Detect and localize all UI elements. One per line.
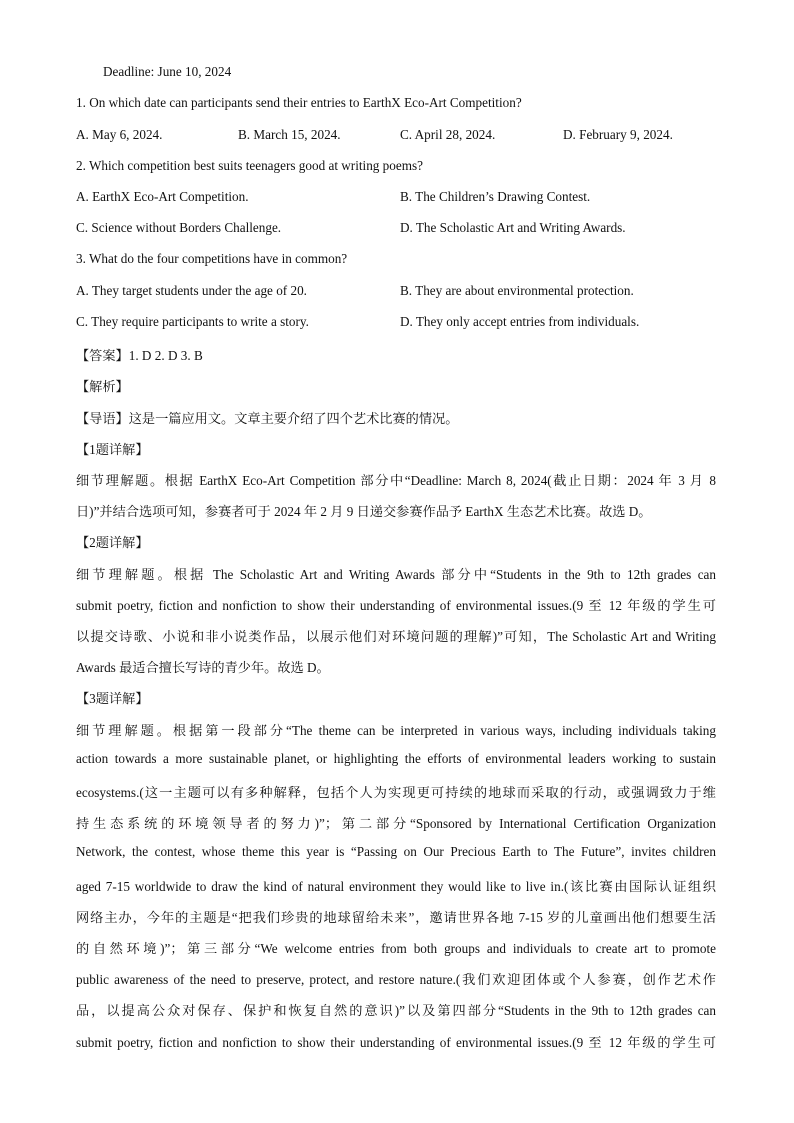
- detail-1-heading: 【1题详解】: [76, 442, 149, 457]
- answer-line: 【答案】1. D 2. D 3. B: [76, 348, 203, 363]
- q3-option-b: B. They are about environmental protection.: [400, 283, 634, 298]
- q2-option-a: A. EarthX Eco-Art Competition.: [76, 189, 249, 204]
- detail-3-line: public awareness of the need to preserve, protect, and restore nature.(我们欢迎团体或个人参赛，创作艺术作: [76, 972, 716, 987]
- q3-option-d: D. They only accept entries from individuals.: [400, 314, 640, 329]
- guide-line: 【导语】这是一篇应用文。文章主要介绍了四个艺术比赛的情况。: [76, 411, 459, 426]
- detail-2-line: 以提交诗歌、小说和非小说类作品，以展示他们对环境问题的理解)”可知，The Scholastic Art and Writing: [76, 629, 716, 644]
- q2-option-c: C. Science without Borders Challenge.: [76, 220, 282, 235]
- question-1: 1. On which date can participants send their entries to EarthX Eco-Art Competition?: [76, 95, 522, 110]
- detail-1-line: 日)”并结合选项可知，参赛者可于 2024 年 2 月 9 日递交参赛作品予 EarthX 生态艺术比赛。故选 D。: [76, 504, 652, 519]
- question-3: 3. What do the four competitions have in common?: [76, 251, 348, 266]
- q3-option-a: A. They target students under the age of 20.: [76, 283, 307, 298]
- detail-3-line: 的自然环境)”；第三部分“We welcome entries from both groups and individuals to create art to promote: [76, 941, 716, 956]
- detail-3-line: 品，以提高公众对保存、保护和恢复自然的意识)”以及第四部分“Students in the 9th to 12th grades can: [76, 1003, 716, 1018]
- detail-2-line: submit poetry, fiction and nonfiction to show their understanding of environmental issues.(9 至 12 年级的学生可: [76, 598, 716, 613]
- analysis-heading: 【解析】: [76, 379, 129, 394]
- detail-3-line: action towards a more sustainable planet, or highlighting the efforts of environmental leaders working to sustain: [76, 751, 716, 766]
- question-2: 2. Which competition best suits teenagers good at writing poems?: [76, 158, 423, 173]
- q2-option-d: D. The Scholastic Art and Writing Awards.: [400, 220, 626, 235]
- q2-option-b: B. The Children’s Drawing Contest.: [400, 189, 591, 204]
- detail-3-line: 持生态系统的环境领导者的努力)”；第二部分“Sponsored by International Certification Organization: [76, 816, 716, 831]
- detail-3-line: 细节理解题。根据第一段部分“The theme can be interpreted in various ways, including individuals taking: [76, 723, 716, 738]
- detail-2-line: Awards 最适合擅长写诗的青少年。故选 D。: [76, 660, 330, 675]
- q1-option-a: A. May 6, 2024.: [76, 127, 163, 142]
- q3-option-c: C. They require participants to write a story.: [76, 314, 309, 329]
- detail-3-line: ecosystems.(这一主题可以有多种解释，包括个人为实现更可持续的地球而采取的行动，或强调致力于维: [76, 785, 716, 800]
- deadline-line: Deadline: June 10, 2024: [103, 64, 232, 79]
- detail-3-heading: 【3题详解】: [76, 691, 149, 706]
- q1-option-c: C. April 28, 2024.: [400, 127, 496, 142]
- detail-2-line: 细节理解题。根据 The Scholastic Art and Writing Awards 部分中“Students in the 9th to 12th grades can: [76, 567, 716, 582]
- detail-3-line: 网络主办，今年的主题是“把我们珍贵的地球留给未来”，邀请世界各地 7-15 岁的儿童画出他们想要生活: [76, 910, 716, 925]
- detail-1-line: 细节理解题。根据 EarthX Eco-Art Competition 部分中“Deadline: March 8, 2024(截止日期：2024 年 3 月 8: [76, 473, 716, 488]
- detail-3-line: aged 7-15 worldwide to draw the kind of natural environment they would like to live in.(该比赛由国际认证组织: [76, 879, 716, 894]
- q1-option-d: D. February 9, 2024.: [563, 127, 673, 142]
- detail-3-line: Network, the contest, whose theme this year is “Passing on Our Precious Earth to The Future”, invites children: [76, 844, 716, 859]
- detail-2-heading: 【2题详解】: [76, 535, 149, 550]
- q1-option-b: B. March 15, 2024.: [238, 127, 341, 142]
- detail-3-line: submit poetry, fiction and nonfiction to show their understanding of environmental issues.(9 至 12 年级的学生可: [76, 1035, 716, 1050]
